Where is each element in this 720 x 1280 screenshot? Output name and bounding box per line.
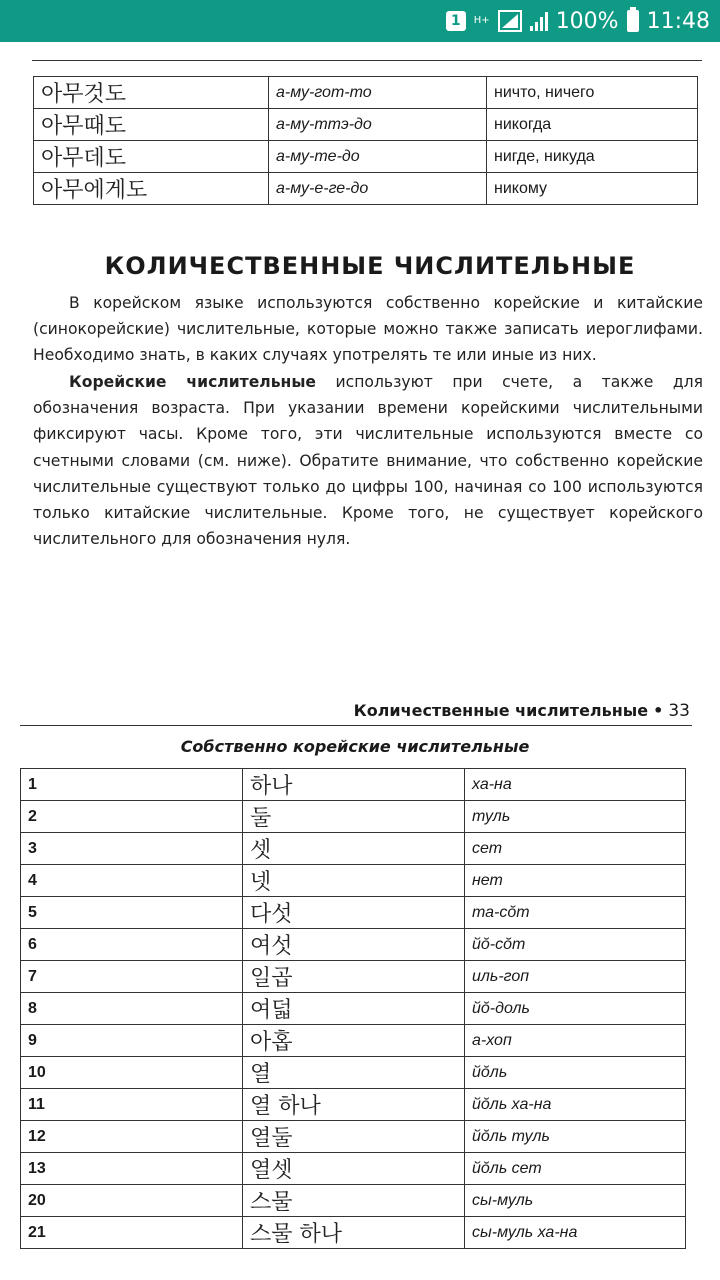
korean-numeral-cell: 스물 하나 bbox=[243, 1217, 465, 1249]
running-header-title: Количественные числительные bbox=[353, 701, 649, 720]
table-row bbox=[21, 961, 686, 993]
korean-word-cell: 아무때도 bbox=[34, 109, 269, 141]
meaning-cell: никогда bbox=[487, 109, 698, 141]
transliteration-cell: йŏль сет bbox=[465, 1153, 686, 1185]
numeral-cell: 12 bbox=[21, 1121, 243, 1153]
battery-percent: 100% bbox=[555, 8, 619, 34]
korean-numeral-cell: 열둘 bbox=[243, 1121, 465, 1153]
numeral-cell: 9 bbox=[21, 1025, 243, 1057]
table-row bbox=[34, 77, 698, 109]
table-row bbox=[21, 769, 686, 801]
korean-word-cell: 아무에게도 bbox=[34, 173, 269, 205]
numeral-cell: 10 bbox=[21, 1057, 243, 1089]
transliteration-cell: сет bbox=[465, 833, 686, 865]
korean-numeral-cell: 넷 bbox=[243, 865, 465, 897]
transliteration-cell: йŏль туль bbox=[465, 1121, 686, 1153]
numeral-cell: 6 bbox=[21, 929, 243, 961]
transliteration-cell: а-му-е-ге-до bbox=[269, 173, 487, 205]
numeral-cell: 2 bbox=[21, 801, 243, 833]
table-row bbox=[21, 929, 686, 961]
page-header bbox=[354, 701, 690, 721]
signal-strength-icon bbox=[530, 11, 548, 31]
table-row bbox=[21, 1089, 686, 1121]
transliteration-cell: а-му-ттэ-до bbox=[269, 109, 487, 141]
meaning-cell: никому bbox=[487, 173, 698, 205]
korean-word-cell: 아무것도 bbox=[34, 77, 269, 109]
table-row bbox=[21, 801, 686, 833]
korean-numerals-table bbox=[20, 768, 686, 1249]
numeral-cell: 20 bbox=[21, 1185, 243, 1217]
table-row bbox=[21, 993, 686, 1025]
numeral-cell: 3 bbox=[21, 833, 243, 865]
header-bullet: • bbox=[653, 701, 664, 720]
pronoun-table bbox=[33, 76, 698, 205]
korean-numeral-cell: 열셋 bbox=[243, 1153, 465, 1185]
network-type-indicator: H+ bbox=[473, 15, 490, 26]
numeral-cell: 8 bbox=[21, 993, 243, 1025]
transliteration-cell: а-му-те-до bbox=[269, 141, 487, 173]
transliteration-cell: нет bbox=[465, 865, 686, 897]
korean-numeral-cell: 일곱 bbox=[243, 961, 465, 993]
korean-numeral-cell: 스물 bbox=[243, 1185, 465, 1217]
korean-numeral-cell: 여덟 bbox=[243, 993, 465, 1025]
top-divider bbox=[32, 60, 702, 61]
transliteration-cell: сы-муль ха-на bbox=[465, 1217, 686, 1249]
meaning-cell: ничто, ничего bbox=[487, 77, 698, 109]
numerals-table-caption: Собственно корейские числительные bbox=[180, 737, 530, 756]
table-row bbox=[34, 109, 698, 141]
table-row bbox=[34, 173, 698, 205]
korean-numeral-cell: 둘 bbox=[243, 801, 465, 833]
numeral-cell: 11 bbox=[21, 1089, 243, 1121]
table-row bbox=[21, 897, 686, 929]
transliteration-cell: йŏль bbox=[465, 1057, 686, 1089]
status-bar bbox=[0, 0, 720, 42]
table-row bbox=[21, 865, 686, 897]
transliteration-cell: сы-муль bbox=[465, 1185, 686, 1217]
table-row bbox=[34, 141, 698, 173]
battery-icon bbox=[627, 10, 639, 32]
meaning-cell: нигде, никуда bbox=[487, 141, 698, 173]
korean-numeral-cell: 열 하나 bbox=[243, 1089, 465, 1121]
table-row bbox=[21, 1185, 686, 1217]
korean-numeral-cell: 아홉 bbox=[243, 1025, 465, 1057]
korean-numerals-paragraph bbox=[33, 369, 703, 552]
numeral-cell: 7 bbox=[21, 961, 243, 993]
numeral-cell: 21 bbox=[21, 1217, 243, 1249]
transliteration-cell: йŏ-сŏт bbox=[465, 929, 686, 961]
numeral-cell: 4 bbox=[21, 865, 243, 897]
table-row bbox=[21, 1057, 686, 1089]
header-divider bbox=[20, 725, 692, 726]
korean-word-cell: 아무데도 bbox=[34, 141, 269, 173]
transliteration-cell: йŏ-доль bbox=[465, 993, 686, 1025]
transliteration-cell: иль-гоп bbox=[465, 961, 686, 993]
korean-numeral-cell: 셋 bbox=[243, 833, 465, 865]
table-row bbox=[21, 1121, 686, 1153]
korean-numerals-term: Корейские числительные bbox=[69, 373, 317, 391]
section-title: КОЛИЧЕСТВЕННЫЕ ЧИСЛИТЕЛЬНЫЕ bbox=[104, 252, 636, 280]
notification-badge-icon: 1 bbox=[446, 11, 466, 31]
transliteration-cell: ха-на bbox=[465, 769, 686, 801]
numeral-cell: 13 bbox=[21, 1153, 243, 1185]
korean-numeral-cell: 여섯 bbox=[243, 929, 465, 961]
transliteration-cell: а-хоп bbox=[465, 1025, 686, 1057]
table-row bbox=[21, 833, 686, 865]
transliteration-cell: йŏль ха-на bbox=[465, 1089, 686, 1121]
transliteration-cell: туль bbox=[465, 801, 686, 833]
korean-numeral-cell: 다섯 bbox=[243, 897, 465, 929]
numeral-cell: 5 bbox=[21, 897, 243, 929]
korean-numeral-cell: 하나 bbox=[243, 769, 465, 801]
clock: 11:48 bbox=[646, 8, 710, 34]
korean-numerals-description: используют при счете, а также для обозначения возраста. При указании времени корейскими числительными фиксируют часы. Кроме того, эти числительные используются вместе со счетными словами (см. ниже). Обратите внимание, что собственно корейские числительные существуют только до цифры 100, начиная со 100 используются только китайские числительные. Кроме того, не существует корейского числительного для обозначения нуля. bbox=[33, 373, 704, 549]
page-number: 33 bbox=[668, 701, 690, 721]
table-row bbox=[21, 1153, 686, 1185]
transliteration-cell: та-сŏт bbox=[465, 897, 686, 929]
intro-paragraph: В корейском языке используются собственно корейские и китайские (синокорейские) числительные, которые можно также записать иероглифами. Необходимо знать, в каких случаях употрелять те или иные из них. bbox=[33, 294, 703, 365]
sim-signal-icon bbox=[498, 10, 522, 32]
table-row bbox=[21, 1217, 686, 1249]
korean-numeral-cell: 열 bbox=[243, 1057, 465, 1089]
transliteration-cell: а-му-гот-то bbox=[269, 77, 487, 109]
numeral-cell: 1 bbox=[21, 769, 243, 801]
table-row bbox=[21, 1025, 686, 1057]
